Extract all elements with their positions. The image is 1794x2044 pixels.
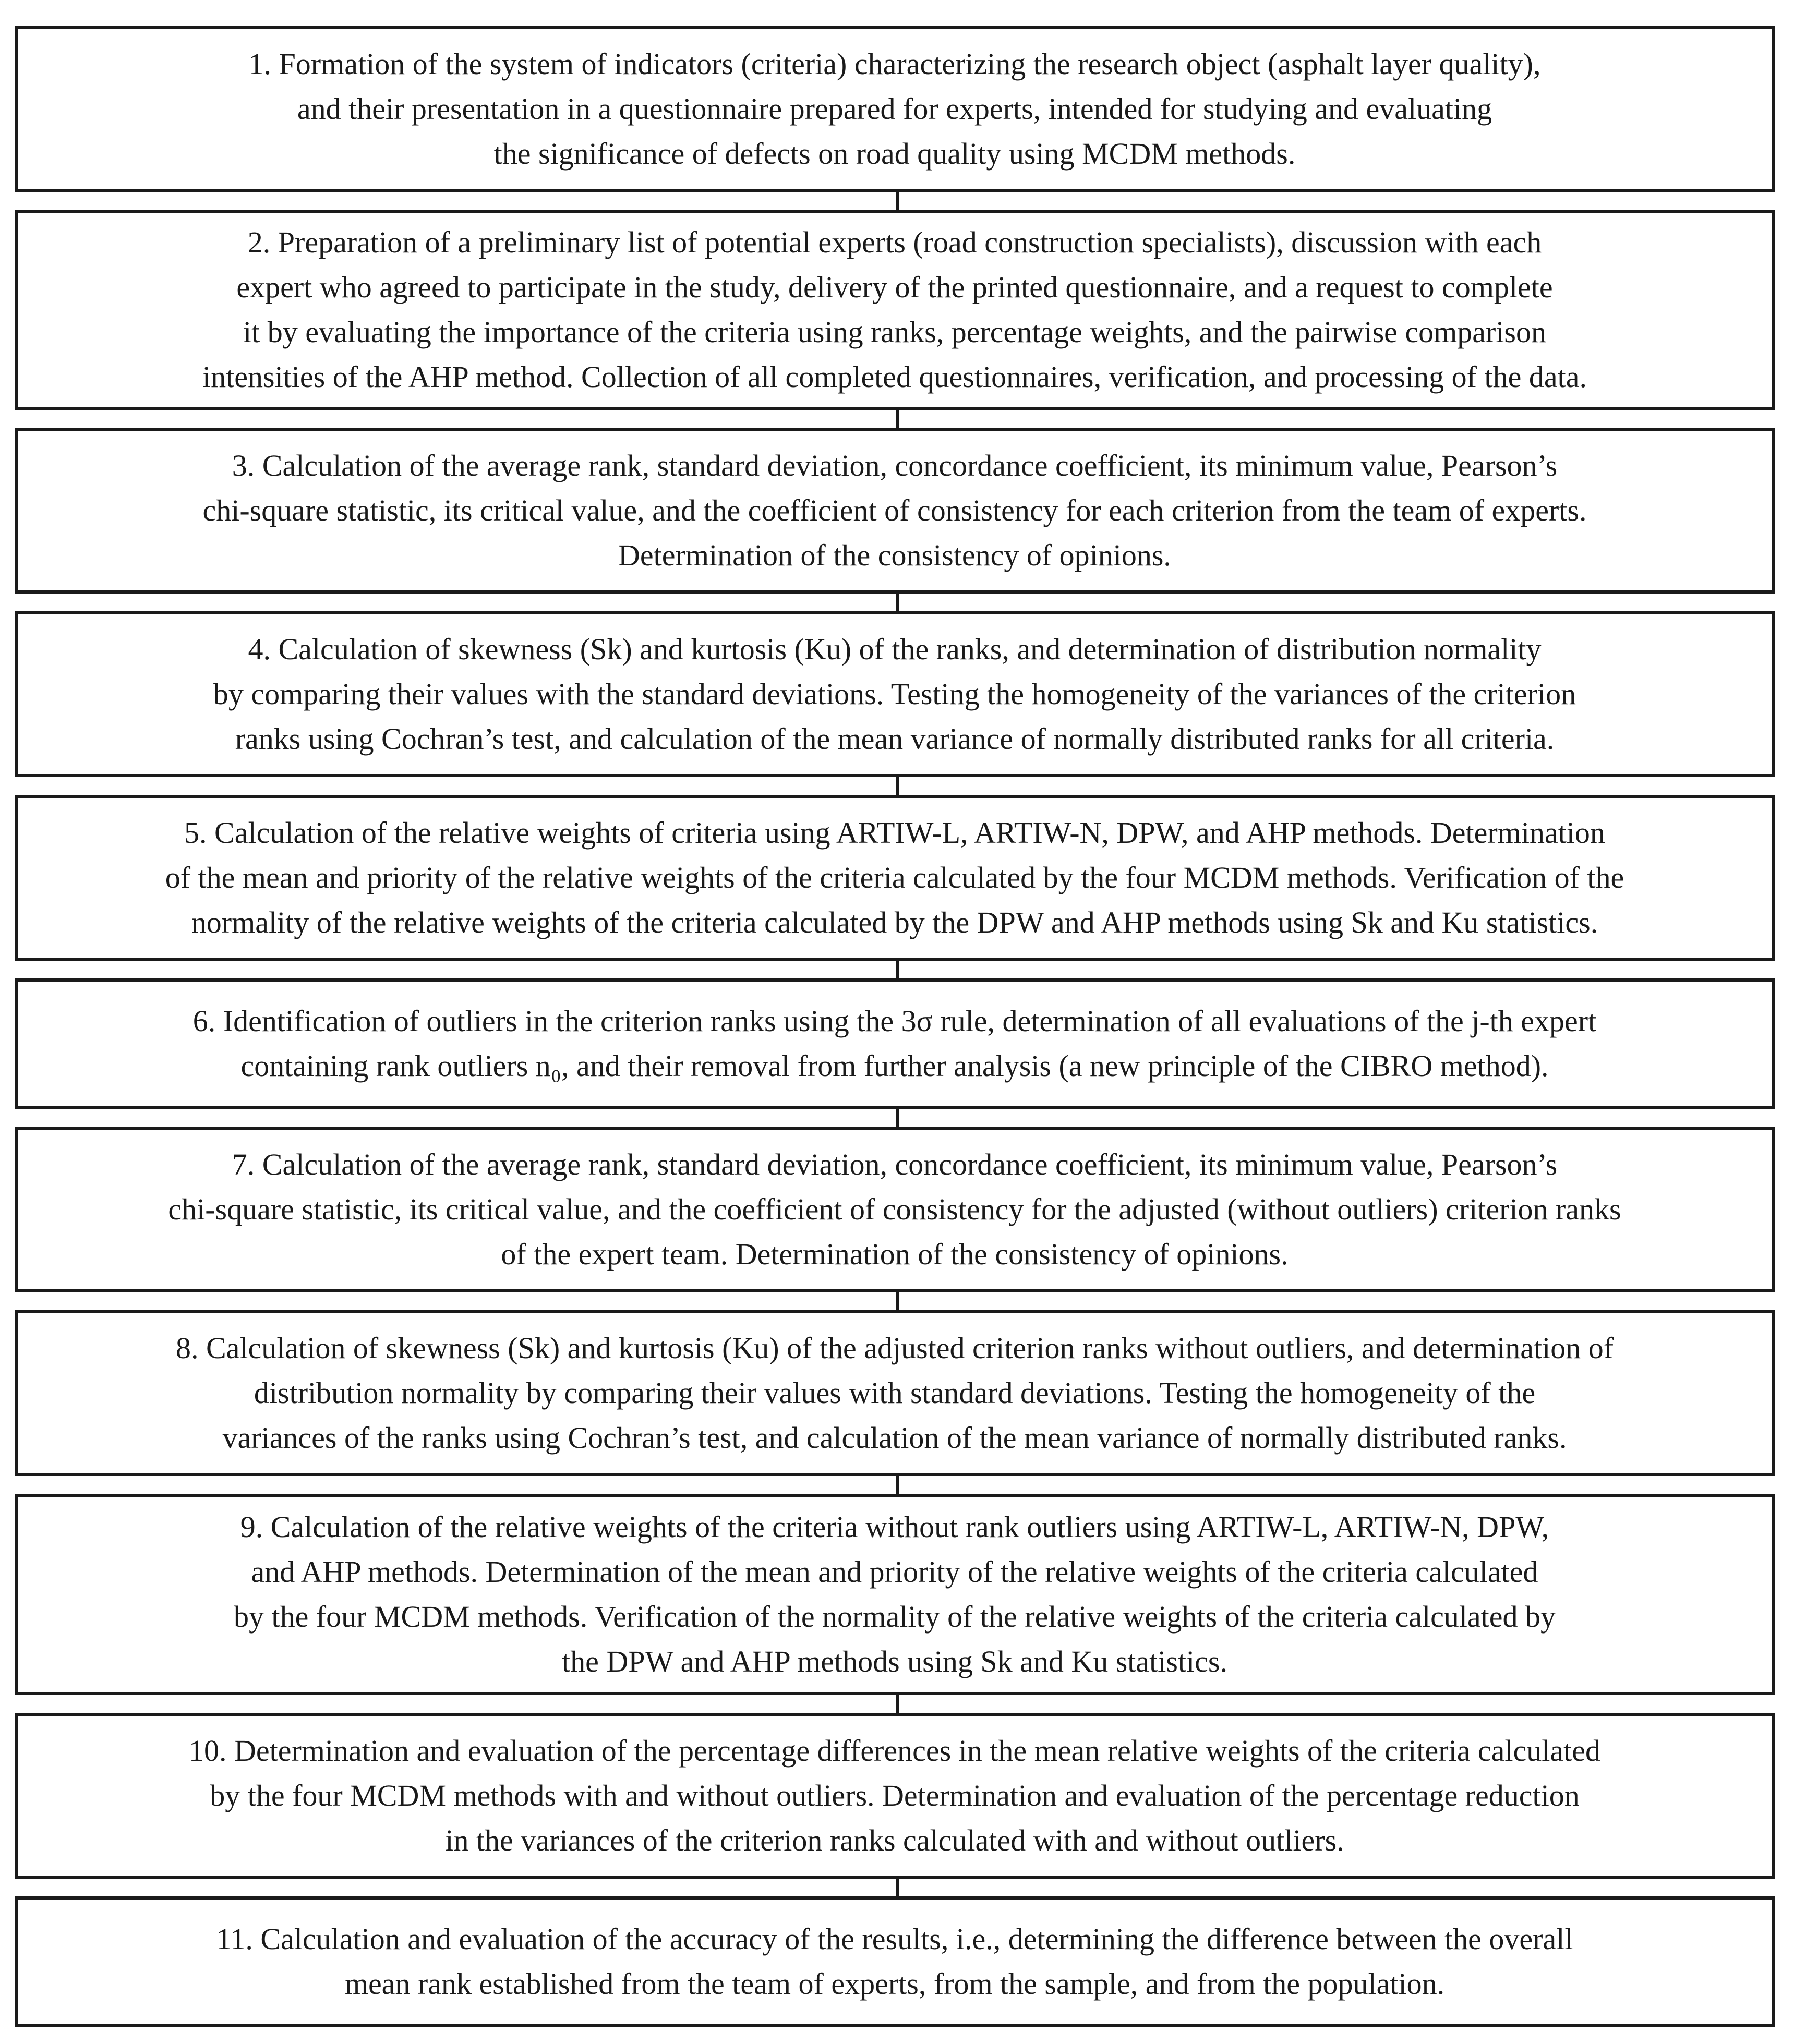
step-2-line-3: it by evaluating the importance of the criteria using ranks, percentage weights, and the pairwise comparison: [243, 315, 1546, 349]
connector-8-9: [896, 1476, 899, 1494]
step-4-line-3: ranks using Cochran’s test, and calculation of the mean variance of normally distributed ranks for all criteria.: [235, 722, 1555, 756]
step-5-line-3: normality of the relative weights of the criteria calculated by the DPW and AHP methods using Sk and Ku statistics.: [191, 905, 1598, 939]
step-4-box: [15, 611, 1775, 777]
connector-2-3: [896, 410, 899, 428]
step-7-line-2: chi-square statistic, its critical value, and the coefficient of consistency for the adjusted (without outliers) criterion ranks: [168, 1192, 1621, 1226]
step-1-line-1: 1. Formation of the system of indicators (criteria) characterizing the research object (asphalt layer quality),: [248, 47, 1541, 81]
step-6-line-1: 6. Identification of outliers in the criterion ranks using the 3σ rule, determination of all evaluations of the j-th expert: [192, 1004, 1597, 1038]
step-2-line-1: 2. Preparation of a preliminary list of potential experts (road construction specialists), discussion with each: [247, 225, 1542, 259]
step-10-line-2: by the four MCDM methods with and without outliers. Determination and evaluation of the percentage reduction: [210, 1779, 1580, 1812]
step-9-line-4: the DPW and AHP methods using Sk and Ku statistics.: [561, 1644, 1227, 1678]
step-2-box: [15, 210, 1775, 410]
step-9-line-3: by the four MCDM methods. Verification of the normality of the relative weights of the criteria calculated by: [233, 1600, 1556, 1634]
step-11-line-2: mean rank established from the team of experts, from the sample, and from the population.: [344, 1967, 1445, 2001]
connector-10-11: [896, 1879, 899, 1896]
connector-5-6: [896, 961, 899, 978]
step-3-text: [203, 443, 1587, 578]
step-3-line-3: Determination of the consistency of opinions.: [618, 538, 1171, 572]
step-3-line-1: 3. Calculation of the average rank, standard deviation, concordance coefficient, its minimum value, Pearson’s: [232, 449, 1558, 482]
connector-3-4: [896, 594, 899, 611]
step-6-box: [15, 978, 1775, 1109]
step-1-line-2: and their presentation in a questionnaire prepared for experts, intended for studying and evaluating: [297, 92, 1492, 126]
step-9-box: [15, 1494, 1775, 1695]
step-9-line-1: 9. Calculation of the relative weights of the criteria without rank outliers using ARTIW-L, ARTIW-N, DPW,: [240, 1510, 1549, 1544]
step-1-text: [249, 42, 1541, 176]
step-7-line-1: 7. Calculation of the average rank, standard deviation, concordance coefficient, its minimum value, Pearson’s: [232, 1147, 1558, 1181]
connector-4-5: [896, 777, 899, 795]
step-10-line-3: in the variances of the criterion ranks calculated with and without outliers.: [445, 1823, 1344, 1857]
step-1-box: [15, 26, 1775, 192]
connector-7-8: [896, 1292, 899, 1310]
step-6-text: [193, 999, 1596, 1088]
step-11-line-1: 11. Calculation and evaluation of the accuracy of the results, i.e., determining the difference between the overall: [216, 1922, 1573, 1956]
step-2-line-4: intensities of the AHP method. Collection of all completed questionnaires, verification, and processing of the data.: [202, 360, 1587, 394]
step-5-text: [165, 811, 1624, 945]
step-11-text: [216, 1917, 1573, 2006]
step-1-line-3: the significance of defects on road quality using MCDM methods.: [493, 137, 1296, 171]
step-3-line-2: chi-square statistic, its critical value, and the coefficient of consistency for each criterion from the team of experts.: [202, 493, 1587, 527]
step-3-box: [15, 428, 1775, 594]
step-2-line-2: expert who agreed to participate in the study, delivery of the printed questionnaire, and a request to complete: [236, 270, 1553, 304]
step-4-line-1: 4. Calculation of skewness (Sk) and kurtosis (Ku) of the ranks, and determination of distribution normality: [248, 632, 1542, 666]
step-5-line-2: of the mean and priority of the relative weights of the criteria calculated by the four MCDM methods. Verification of the: [165, 861, 1624, 894]
step-7-line-3: of the expert team. Determination of the consistency of opinions.: [501, 1237, 1289, 1271]
step-4-line-2: by comparing their values with the standard deviations. Testing the homogeneity of the variances of the criterion: [213, 677, 1576, 711]
step-8-line-1: 8. Calculation of skewness (Sk) and kurtosis (Ku) of the adjusted criterion ranks without outliers, and determination of: [175, 1331, 1614, 1365]
step-11-box: [15, 1896, 1775, 2027]
step-10-box: [15, 1713, 1775, 1879]
connector-1-2: [896, 192, 899, 210]
step-8-box: [15, 1310, 1775, 1476]
step-9-line-2: and AHP methods. Determination of the mean and priority of the relative weights of the criteria calculated: [251, 1555, 1538, 1589]
step-10-text: [189, 1728, 1600, 1863]
step-8-text: [176, 1326, 1614, 1460]
connector-9-10: [896, 1695, 899, 1713]
step-7-box: [15, 1127, 1775, 1292]
step-9-text: [234, 1505, 1556, 1684]
step-8-line-2: distribution normality by comparing their values with standard deviations. Testing the homogeneity of the: [254, 1376, 1536, 1410]
step-10-line-1: 10. Determination and evaluation of the percentage differences in the mean relative weights of the criteria calculated: [188, 1734, 1600, 1768]
step-2-text: [202, 220, 1587, 400]
step-5-box: [15, 795, 1775, 961]
step-4-text: [213, 627, 1576, 761]
step-8-line-3: variances of the ranks using Cochran’s test, and calculation of the mean variance of normally distributed ranks.: [222, 1421, 1567, 1455]
step-7-text: [168, 1142, 1621, 1277]
step-6-line-2: containing rank outliers n₀, and their removal from further analysis (a new principle of the CIBRO method).: [240, 1049, 1549, 1083]
step-5-line-1: 5. Calculation of the relative weights of criteria using ARTIW-L, ARTIW-N, DPW, and AHP methods. Determination: [184, 816, 1605, 850]
connector-6-7: [896, 1109, 899, 1127]
